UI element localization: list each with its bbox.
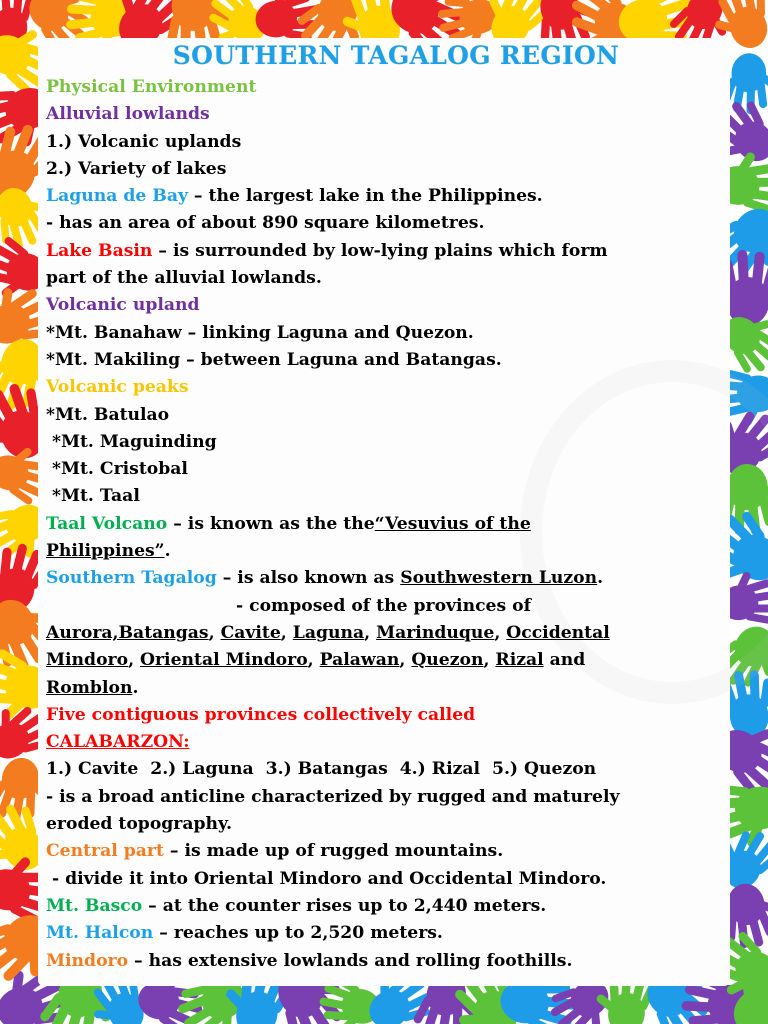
definition: – is also known as (216, 568, 401, 589)
provinces-line1: Aurora,Batangas, Cavite, Laguna, Marinduque, Occidental (46, 622, 610, 643)
section-heading-physical: Physical Environment (46, 77, 257, 97)
list-item: *Mt. Cristobal (46, 459, 188, 480)
province: Occidental (506, 622, 610, 643)
province: Romblon (46, 677, 133, 698)
province: Rizal (495, 650, 544, 671)
term-southern-tagalog: Southern Tagalog (46, 568, 217, 589)
provinces-line2: Mindoro, Oriental Mindoro, Palawan, Quezon, Rizal and (46, 650, 586, 671)
subheading-volcanic-peaks: Volcanic peaks (46, 377, 189, 398)
provinces-line3 (46, 675, 726, 702)
list-item: *Mt. Makiling – between Laguna and Batangas. (46, 349, 502, 370)
province: Cavite (220, 622, 281, 643)
basco-line (46, 893, 726, 920)
province: Laguna (292, 622, 365, 643)
definition: – has extensive lowlands and rolling foothills. (128, 950, 573, 971)
quoted-nickname: “Vesuvius of the (374, 513, 531, 534)
southern-line (46, 565, 726, 592)
calabarzon-list: 1.) Cavite 2.) Laguna 3.) Batangas 4.) Rizal 5.) Quezon (46, 759, 597, 780)
term-central-part: Central part (46, 841, 164, 862)
definition: – the largest lake in the Philippines. (187, 186, 543, 207)
definition: – reaches up to 2,520 meters. (153, 923, 443, 944)
page-title: SOUTHERN TAGALOG REGION (172, 41, 620, 70)
period: . (164, 541, 171, 562)
composed-line: - composed of the provinces of (236, 595, 531, 616)
definition: – is surrounded by low-lying plains which form (152, 240, 608, 261)
central-line2: - divide it into Oriental Mindoro and Occidental Mindoro. (46, 868, 607, 889)
calabarzon-desc: - is a broad anticline characterized by rugged and maturely (46, 786, 620, 807)
taal-line (46, 511, 726, 538)
list-item: *Mt. Taal (46, 486, 140, 507)
term-lake-basin: Lake Basin (46, 240, 153, 261)
laguna-area: - has an area of about 890 square kilometres. (46, 213, 485, 234)
list-item: *Mt. Banahaw – linking Laguna and Quezon. (46, 322, 474, 343)
term-taal: Taal Volcano (46, 513, 168, 534)
province: Palawan (319, 650, 400, 671)
subheading-volcanic-upland: Volcanic upland (46, 295, 200, 316)
alias: Southwestern Luzon (400, 568, 598, 589)
period: . (132, 677, 139, 698)
period: . (597, 568, 604, 589)
subheading-lowlands: Alluvial lowlands (46, 104, 210, 125)
list-item: 2.) Variety of lakes (46, 158, 227, 179)
mindoro-line (46, 948, 726, 975)
calabarzon-title: CALABARZON: (46, 732, 190, 753)
list-item: *Mt. Maguinding (46, 431, 217, 452)
lake-basin-line (46, 238, 726, 265)
province: Aurora,Batangas (46, 622, 209, 643)
list-item: *Mt. Batulao (46, 404, 170, 425)
lake-basin-line2: part of the alluvial lowlands. (46, 268, 322, 289)
central-line (46, 838, 726, 865)
halcon-line (46, 920, 726, 947)
term-mindoro: Mindoro (46, 950, 129, 971)
laguna-line (46, 183, 726, 210)
calabarzon-desc2: eroded topography. (46, 814, 233, 835)
definition: – is made up of rugged mountains. (163, 841, 504, 862)
definition: – is known as the the (167, 513, 375, 534)
province: Marinduque (376, 622, 495, 643)
term-mt-halcon: Mt. Halcon (46, 923, 154, 944)
term-laguna: Laguna de Bay (46, 186, 188, 207)
calabarzon-heading: Five contiguous provinces collectively called (46, 704, 476, 725)
province: Quezon (411, 650, 484, 671)
document-body (46, 40, 726, 975)
list-item: 1.) Volcanic uplands (46, 131, 242, 152)
conjunction: and (543, 650, 586, 671)
definition: – at the counter rises up to 2,440 meters. (142, 895, 547, 916)
province: Mindoro (46, 650, 129, 671)
term-mt-basco: Mt. Basco (46, 895, 143, 916)
taal-line2 (46, 538, 726, 565)
quoted-nickname-end: Philippines” (46, 541, 165, 562)
province: Oriental Mindoro (140, 650, 308, 671)
